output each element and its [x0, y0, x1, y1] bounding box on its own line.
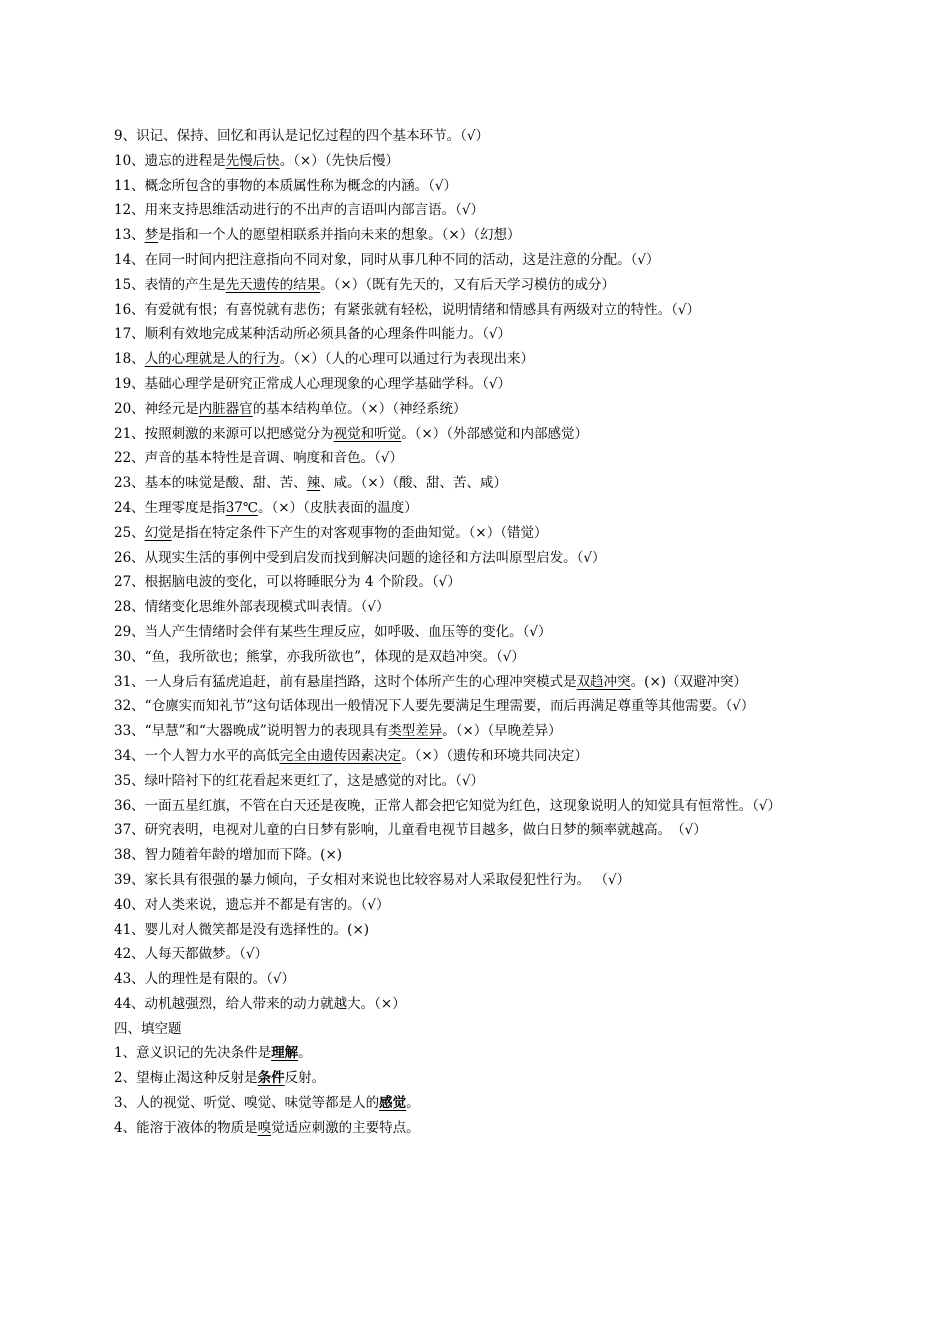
text-segment: 37、研究表明，电视对儿童的白日梦有影响，儿童看电视节目越多，做白日梦的频率就越高。 （√） — [114, 822, 707, 839]
text-line — [114, 298, 844, 323]
text-segment: 、咸。（×）（酸、甜、苦、咸） — [320, 475, 507, 492]
text-segment: 27、根据脑电波的变化，可以将睡眠分为 4 个阶段。（√） — [114, 574, 461, 591]
answer-text: 感觉 — [379, 1095, 407, 1112]
text-line — [114, 198, 844, 223]
text-segment: 19、基础心理学是研究正常成人心理现象的心理学基础学科。（√） — [114, 375, 512, 392]
text-segment: 17、顺利有效地完成某种活动所必须具备的心理条件叫能力。（√） — [114, 326, 512, 343]
text-line — [114, 595, 844, 620]
text-segment: 反射。 — [284, 1070, 326, 1087]
document-page — [114, 124, 844, 1141]
underlined-text: 先天遗传的结果 — [225, 276, 321, 293]
text-segment: 10、遗忘的进程是 — [114, 152, 226, 169]
text-segment: 26、从现实生活的事例中受到启发而找到解决问题的途径和方法叫原型启发。（√） — [114, 549, 606, 566]
text-segment: 2、望梅止渴这种反射是 — [114, 1070, 258, 1087]
text-line — [114, 248, 844, 273]
text-line — [114, 422, 844, 447]
answer-text: 条件 — [257, 1070, 285, 1087]
underlined-text: 先慢后快 — [225, 152, 280, 169]
text-line — [114, 397, 844, 422]
text-line — [114, 744, 844, 769]
text-segment: 44、动机越强烈，给人带来的动力就越大。（×） — [114, 995, 406, 1012]
text-line — [114, 471, 844, 496]
text-line — [114, 1017, 844, 1042]
text-segment: 。 — [298, 1045, 312, 1062]
text-segment: 。（×）（既有先天的，又有后天学习模仿的成分） — [320, 276, 615, 293]
text-segment: 23、基本的味觉是酸、甜、苦、 — [114, 475, 307, 492]
underlined-text: 双趋冲突 — [576, 673, 631, 690]
text-segment: 41、婴儿对人微笑都是没有选择性的。(×) — [114, 921, 370, 938]
text-segment: 24、生理零度是指 — [114, 499, 226, 516]
text-line — [114, 918, 844, 943]
text-line — [114, 372, 844, 397]
text-line — [114, 843, 844, 868]
text-segment: 4、能溶于液体的物质是 — [114, 1119, 258, 1136]
text-line — [114, 570, 844, 595]
text-segment: 。（×）（外部感觉和内部感觉） — [401, 425, 588, 442]
text-segment: 是指和一个人的愿望相联系并指向未来的想象。（×）（幻想） — [158, 227, 521, 244]
text-segment: 。（×）（早晚差异） — [442, 723, 562, 740]
underlined-text: 完全由遗传因素决定 — [279, 747, 402, 764]
text-segment: 。（×）（人的心理可以通过行为表现出来） — [279, 351, 534, 368]
text-segment: 43、人的理性是有限的。（√） — [114, 971, 296, 988]
underlined-text: 辣 — [306, 475, 321, 492]
text-segment: 15、表情的产生是 — [114, 276, 226, 293]
text-segment: 1、意义识记的先决条件是 — [114, 1045, 272, 1062]
text-segment: 21、按照刺激的来源可以把感觉分为 — [114, 425, 334, 442]
text-line — [114, 670, 844, 695]
underlined-text: 37℃ — [225, 499, 258, 516]
text-segment: 40、对人类来说，遗忘并不都是有害的。（√） — [114, 896, 390, 913]
text-segment: 32、“仓廪实而知礼节”这句话体现出一般情况下人要先要满足生理需要，而后再满足尊重等其他需要。（√） — [114, 698, 755, 715]
text-segment: 。(×)（双避冲突） — [630, 673, 748, 690]
text-segment: 34、一个人智力水平的高低 — [114, 747, 280, 764]
text-line — [114, 794, 844, 819]
text-segment: 38、智力随着年龄的增加而下降。(×) — [114, 847, 343, 864]
text-line — [114, 124, 844, 149]
text-line — [114, 347, 844, 372]
underlined-text: 人的心理就是人的行为 — [144, 351, 280, 368]
text-line — [114, 546, 844, 571]
text-segment: 30、“鱼，我所欲也；熊掌，亦我所欲也”，体现的是双趋冲突。（√） — [114, 648, 525, 665]
text-line — [114, 769, 844, 794]
underlined-text: 内脏器官 — [198, 400, 253, 417]
text-line — [114, 149, 844, 174]
text-line — [114, 1066, 844, 1091]
underlined-text: 视觉和听觉 — [333, 425, 402, 442]
text-segment: 3、人的视觉、听觉、嗅觉、味觉等都是人的 — [114, 1095, 380, 1112]
text-line — [114, 174, 844, 199]
text-line — [114, 322, 844, 347]
text-line — [114, 496, 844, 521]
text-line — [114, 645, 844, 670]
text-segment: 9、识记、保持、回忆和再认是记忆过程的四个基本环节。（√） — [114, 128, 489, 144]
text-line — [114, 942, 844, 967]
text-segment: 14、在同一时间内把注意指向不同对象，同时从事几种不同的活动，这是注意的分配。（√） — [114, 251, 660, 268]
text-line — [114, 1091, 844, 1116]
text-segment: 39、家长具有很强的暴力倾向，子女相对来说也比较容易对人采取侵犯性行为。 （√） — [114, 871, 631, 888]
text-segment: 12、用来支持思维活动进行的不出声的言语叫内部言语。（√） — [114, 202, 485, 219]
text-line — [114, 223, 844, 248]
text-line — [114, 719, 844, 744]
text-line — [114, 818, 844, 843]
underlined-text: 类型差异 — [388, 723, 443, 740]
text-line — [114, 1116, 844, 1141]
text-segment: 。 — [406, 1095, 420, 1112]
text-segment: 33、“早慧”和“大器晚成”说明智力的表现具有 — [114, 723, 389, 740]
text-line — [114, 1041, 844, 1066]
text-segment: 25、 — [114, 524, 145, 541]
text-segment: 35、绿叶陪衬下的红花看起来更红了，这是感觉的对比。（√） — [114, 772, 485, 789]
text-segment: 是指在特定条件下产生的对客观事物的歪曲知觉。（×）（错觉） — [171, 524, 548, 541]
text-segment: 29、当人产生情绪时会伴有某些生理反应，如呼吸、血压等的变化。（√） — [114, 623, 552, 640]
text-segment: 。（×）（皮肤表面的温度） — [257, 499, 418, 516]
text-line — [114, 620, 844, 645]
text-segment: 觉适应刺激的主要特点。 — [271, 1119, 420, 1136]
text-line — [114, 446, 844, 471]
underlined-text: 幻觉 — [144, 524, 172, 541]
underlined-text: 梦 — [144, 227, 159, 244]
text-line — [114, 868, 844, 893]
text-segment: 。（×）（遗传和环境共同决定） — [401, 747, 588, 764]
text-segment: 36、一面五星红旗，不管在白天还是夜晚，正常人都会把它知觉为红色，这现象说明人的知觉具有恒常性。（√） — [114, 797, 782, 814]
text-segment: 22、声音的基本特性是音调、响度和音色。（√） — [114, 450, 404, 467]
text-segment: 的基本结构单位。（×）（神经系统） — [252, 400, 467, 417]
text-segment: 31、一人身后有猛虎追赶，前有悬崖挡路，这时个体所产生的心理冲突模式是 — [114, 673, 577, 690]
text-segment: 18、 — [114, 351, 145, 368]
text-line — [114, 992, 844, 1017]
text-segment: 。（×）（先快后慢） — [279, 152, 399, 169]
text-line — [114, 967, 844, 992]
text-line — [114, 893, 844, 918]
text-line — [114, 273, 844, 298]
text-segment: 42、人每天都做梦。（√） — [114, 946, 269, 963]
text-segment: 13、 — [114, 227, 145, 244]
text-segment: 28、情绪变化思维外部表现模式叫表情。（√） — [114, 599, 390, 616]
answer-text: 理解 — [271, 1045, 299, 1062]
text-line — [114, 521, 844, 546]
underlined-text: 嗅 — [257, 1119, 272, 1136]
text-segment: 四、填空题 — [114, 1020, 182, 1037]
text-segment: 20、神经元是 — [114, 400, 199, 417]
text-segment: 11、概念所包含的事物的本质属性称为概念的内涵。（√） — [114, 177, 458, 194]
text-segment: 16、有爱就有恨；有喜悦就有悲伤；有紧张就有轻松，说明情绪和情感具有两级对立的特性。（√） — [114, 301, 701, 318]
text-line — [114, 694, 844, 719]
